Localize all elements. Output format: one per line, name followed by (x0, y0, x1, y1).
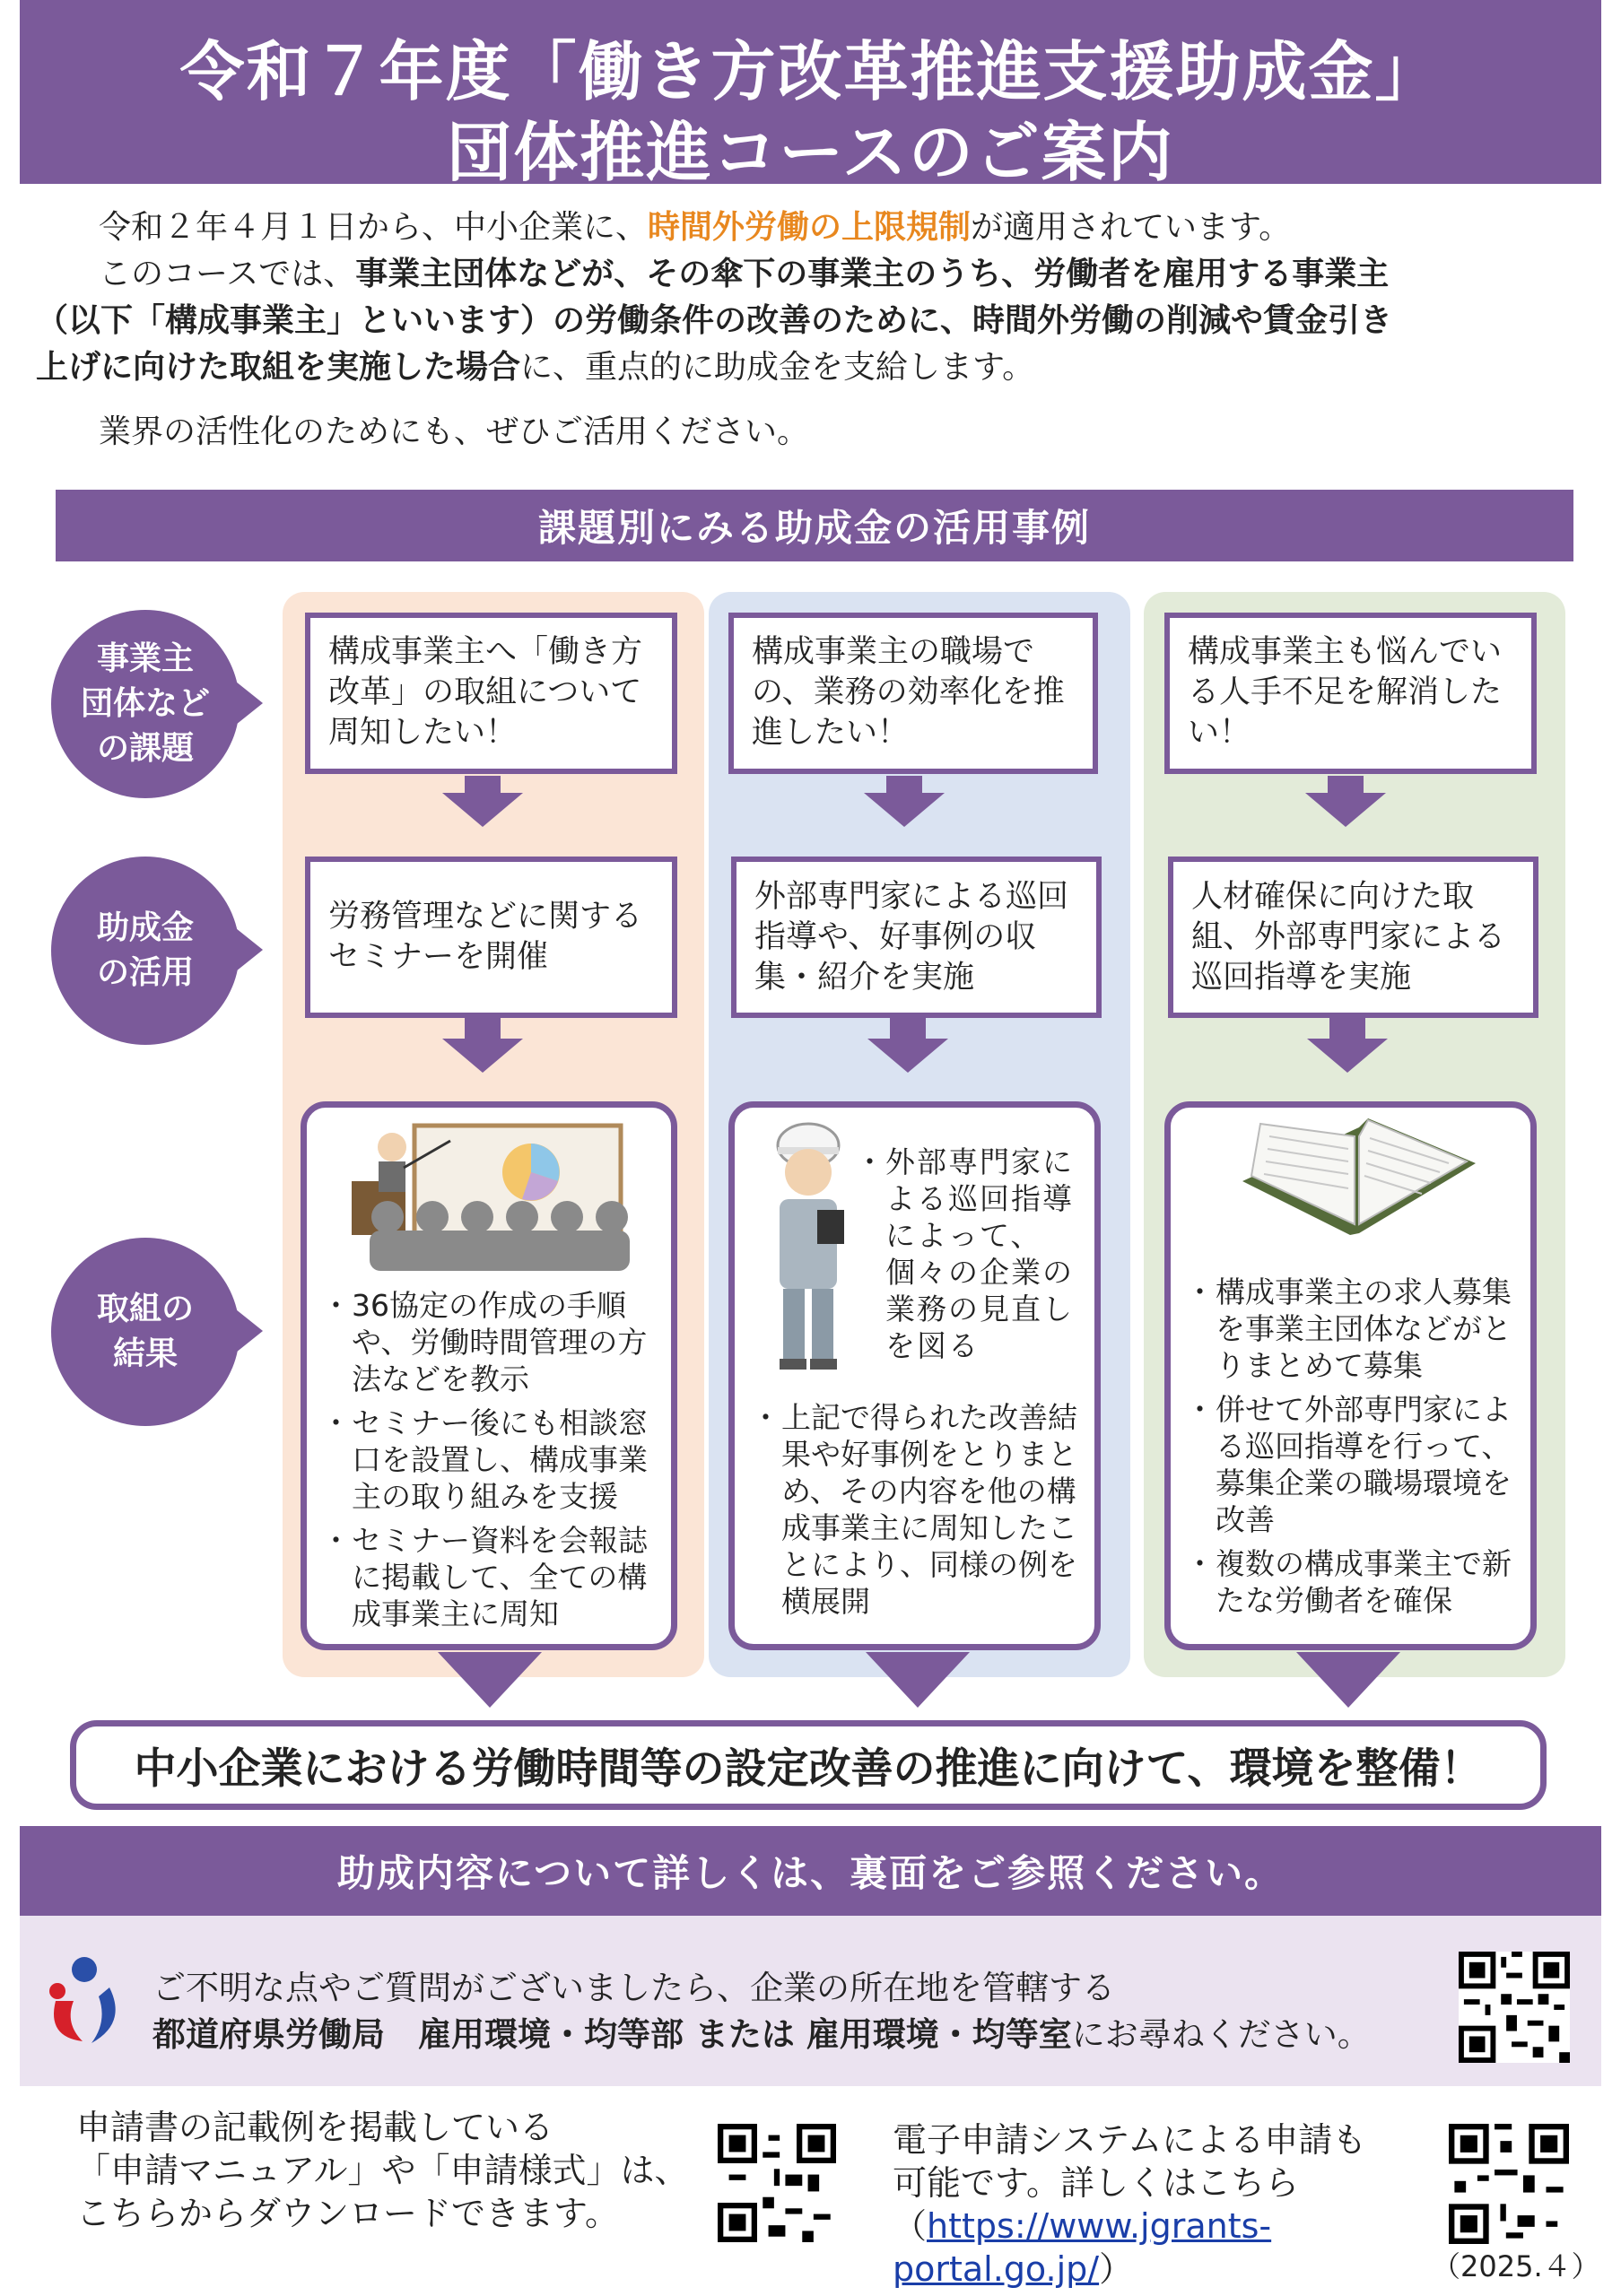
contact-mid: または (684, 2015, 806, 2054)
worker-illustration-icon (754, 1120, 862, 1376)
seminar-illustration-icon (352, 1118, 630, 1271)
contact-section (20, 1916, 1601, 2086)
result-label-line: 結果 (112, 1335, 178, 1372)
list-item: ・ セミナー資料を会報誌に掲載して、全ての構成事業主に周知 (327, 1522, 667, 1632)
footer-online-text (893, 2118, 1366, 2291)
issue-label-line: の課題 (96, 730, 194, 767)
detail-banner: 助成内容について詳しくは、裏面をご参照ください。 (20, 1826, 1601, 1916)
intro-text-3: このコースでは、 (99, 256, 356, 292)
down-arrow-icon (1305, 793, 1386, 827)
use-box-3 (1168, 857, 1538, 1018)
issue-box-3: 構成事業主も悩んでいる人手不足を解消したい！ (1164, 613, 1537, 774)
footer-left-line: 「申請マニュアル」や「申請様式」は、 (76, 2151, 689, 2190)
use-box-1 (305, 857, 677, 1018)
result-box-2 (728, 1101, 1101, 1650)
qr-code-online-icon[interactable] (1449, 2124, 1569, 2244)
intro-text-1: 令和２年４月１日から、中小企業に、 (99, 209, 649, 246)
highlight-text: 時間外労働の上限規制 (648, 209, 972, 246)
intro-text-5: 業界の活性化のためにも、ぜひご活用ください。 (99, 413, 810, 450)
contact-bold-2: 雇用環境・均等室 (806, 2015, 1072, 2054)
use-text-1: 労務管理などに関するセミナーを開催 (328, 899, 643, 975)
down-arrow-icon (866, 1652, 970, 1708)
issue-date: （2025.４） (1432, 2249, 1600, 2283)
section-banner: 課題別にみる助成金の活用事例 (56, 490, 1573, 561)
list-item: ・ 上記で得られた改善結果や好事例をとりまとめ、その内容を他の構成事業主に周知したことにより、同様の例を横展開 (756, 1399, 1088, 1620)
footer-left-line: 申請書の記載例を掲載している (76, 2108, 554, 2147)
conclusion-box: 中小企業における労働時間等の設定改善の推進に向けて、環境を整備！ (70, 1720, 1547, 1810)
arrow-stem (890, 1018, 926, 1040)
contact-line-1: ご不明な点やご質問がございましたら、企業の所在地を管轄する (153, 1969, 1115, 2007)
intro-text-2: が適用されています。 (971, 209, 1292, 246)
result-list-1 (327, 1287, 667, 1639)
result-list-2b (756, 1399, 1088, 1627)
issue-label-line: 団体など (80, 685, 210, 722)
arrow-stem (886, 776, 922, 794)
ministry-logo-icon (38, 1952, 127, 2050)
down-arrow-icon (864, 793, 945, 827)
footer-left-line: こちらからダウンロードできます。 (76, 2194, 619, 2233)
qr-code-manual-icon[interactable] (718, 2124, 836, 2242)
list-item: ・ 併せて外部専門家による巡回指導を行って、募集企業の職場環境を改善 (1190, 1391, 1531, 1538)
issue-box-2: 構成事業主の職場での、業務の効率化を推進したい！ (728, 613, 1098, 774)
use-label-line: 助成金 (96, 909, 194, 946)
result-list-3 (1190, 1274, 1531, 1626)
issue-box-1: 構成事業主へ「働き方改革」の取組について周知したい！ (305, 613, 677, 774)
jgrants-link[interactable]: https://www.jgrants-portal.go.jp/ (893, 2206, 1272, 2289)
use-box-2 (731, 857, 1102, 1018)
footer-right-line: 電子申請システムによる申請も (893, 2120, 1367, 2160)
intro-bold-1: 事業主団体などが、その傘下の事業主のうち、労働者を雇用する事業主 (355, 256, 1390, 292)
contact-line-2 (153, 2007, 1371, 2056)
down-arrow-icon (1296, 1652, 1400, 1708)
contact-bold-1: 都道府県労働局 雇用環境・均等部 (153, 2015, 684, 2054)
down-arrow-icon (867, 1039, 948, 1073)
intro-text (36, 204, 1570, 456)
result-label-line: 取組の (96, 1291, 194, 1327)
down-arrow-icon (438, 1652, 542, 1708)
link-paren: （ (893, 2206, 928, 2246)
arrow-stem (465, 776, 501, 794)
header-banner (20, 0, 1601, 190)
use-label-circle (51, 857, 240, 1045)
result-box-1 (301, 1101, 677, 1650)
qr-code-contact-icon[interactable] (1459, 1952, 1570, 2063)
link-paren: ） (1099, 2249, 1134, 2289)
list-item: ・ 複数の構成事業主で新たな労働者を確保 (1190, 1545, 1531, 1619)
footer-right-line: 可能です。詳しくはこちら (893, 2163, 1299, 2203)
issue-label-circle (51, 610, 240, 798)
page-title: 令和７年度「働き方改革推進支援助成金」 (179, 34, 1442, 109)
down-arrow-icon (1307, 1039, 1388, 1073)
result-label-circle (51, 1238, 240, 1426)
list-item: ・ セミナー後にも相談窓口を設置し、構成事業主の取り組みを支援 (327, 1405, 667, 1515)
list-item: ・ 構成事業主の求人募集を事業主団体などがとりまとめて募集 (1190, 1274, 1531, 1384)
list-item: ・ 外部専門家による巡回指導によって、個々の企業の業務の見直しを図る (860, 1144, 1085, 1364)
arrow-stem (1328, 776, 1364, 794)
result-box-3 (1164, 1101, 1537, 1650)
list-item: ・ 36協定の作成の手順や、労働時間管理の方法などを教示 (327, 1287, 667, 1397)
use-label-line: の活用 (96, 954, 194, 991)
result-list-2a (860, 1144, 1085, 1371)
down-arrow-icon (442, 793, 523, 827)
footer-manual-text (76, 2106, 688, 2235)
page-subtitle: 団体推進コースのご案内 (447, 115, 1174, 190)
arrow-stem (465, 1018, 501, 1040)
arrow-stem (1329, 1018, 1365, 1040)
down-arrow-icon (442, 1039, 523, 1073)
intro-bold-3: 上げに向けた取組を実施した場合 (36, 349, 521, 386)
contact-after: にお尋ねください。 (1071, 2015, 1371, 2054)
intro-bold-2: （以下「構成事業主」といいます）の労働条件の改善のために、時間外労働の削減や賃金引き (36, 302, 1393, 339)
use-text-2: 外部専門家による巡回指導や、好事例の収集・紹介を実施 (754, 878, 1069, 996)
intro-text-4: に、重点的に助成金を支給します。 (520, 349, 1035, 386)
notebook-illustration-icon (1233, 1118, 1485, 1253)
issue-label-line: 事業主 (96, 640, 194, 677)
use-text-3: 人材確保に向けた取組、外部専門家による巡回指導を実施 (1191, 878, 1506, 996)
